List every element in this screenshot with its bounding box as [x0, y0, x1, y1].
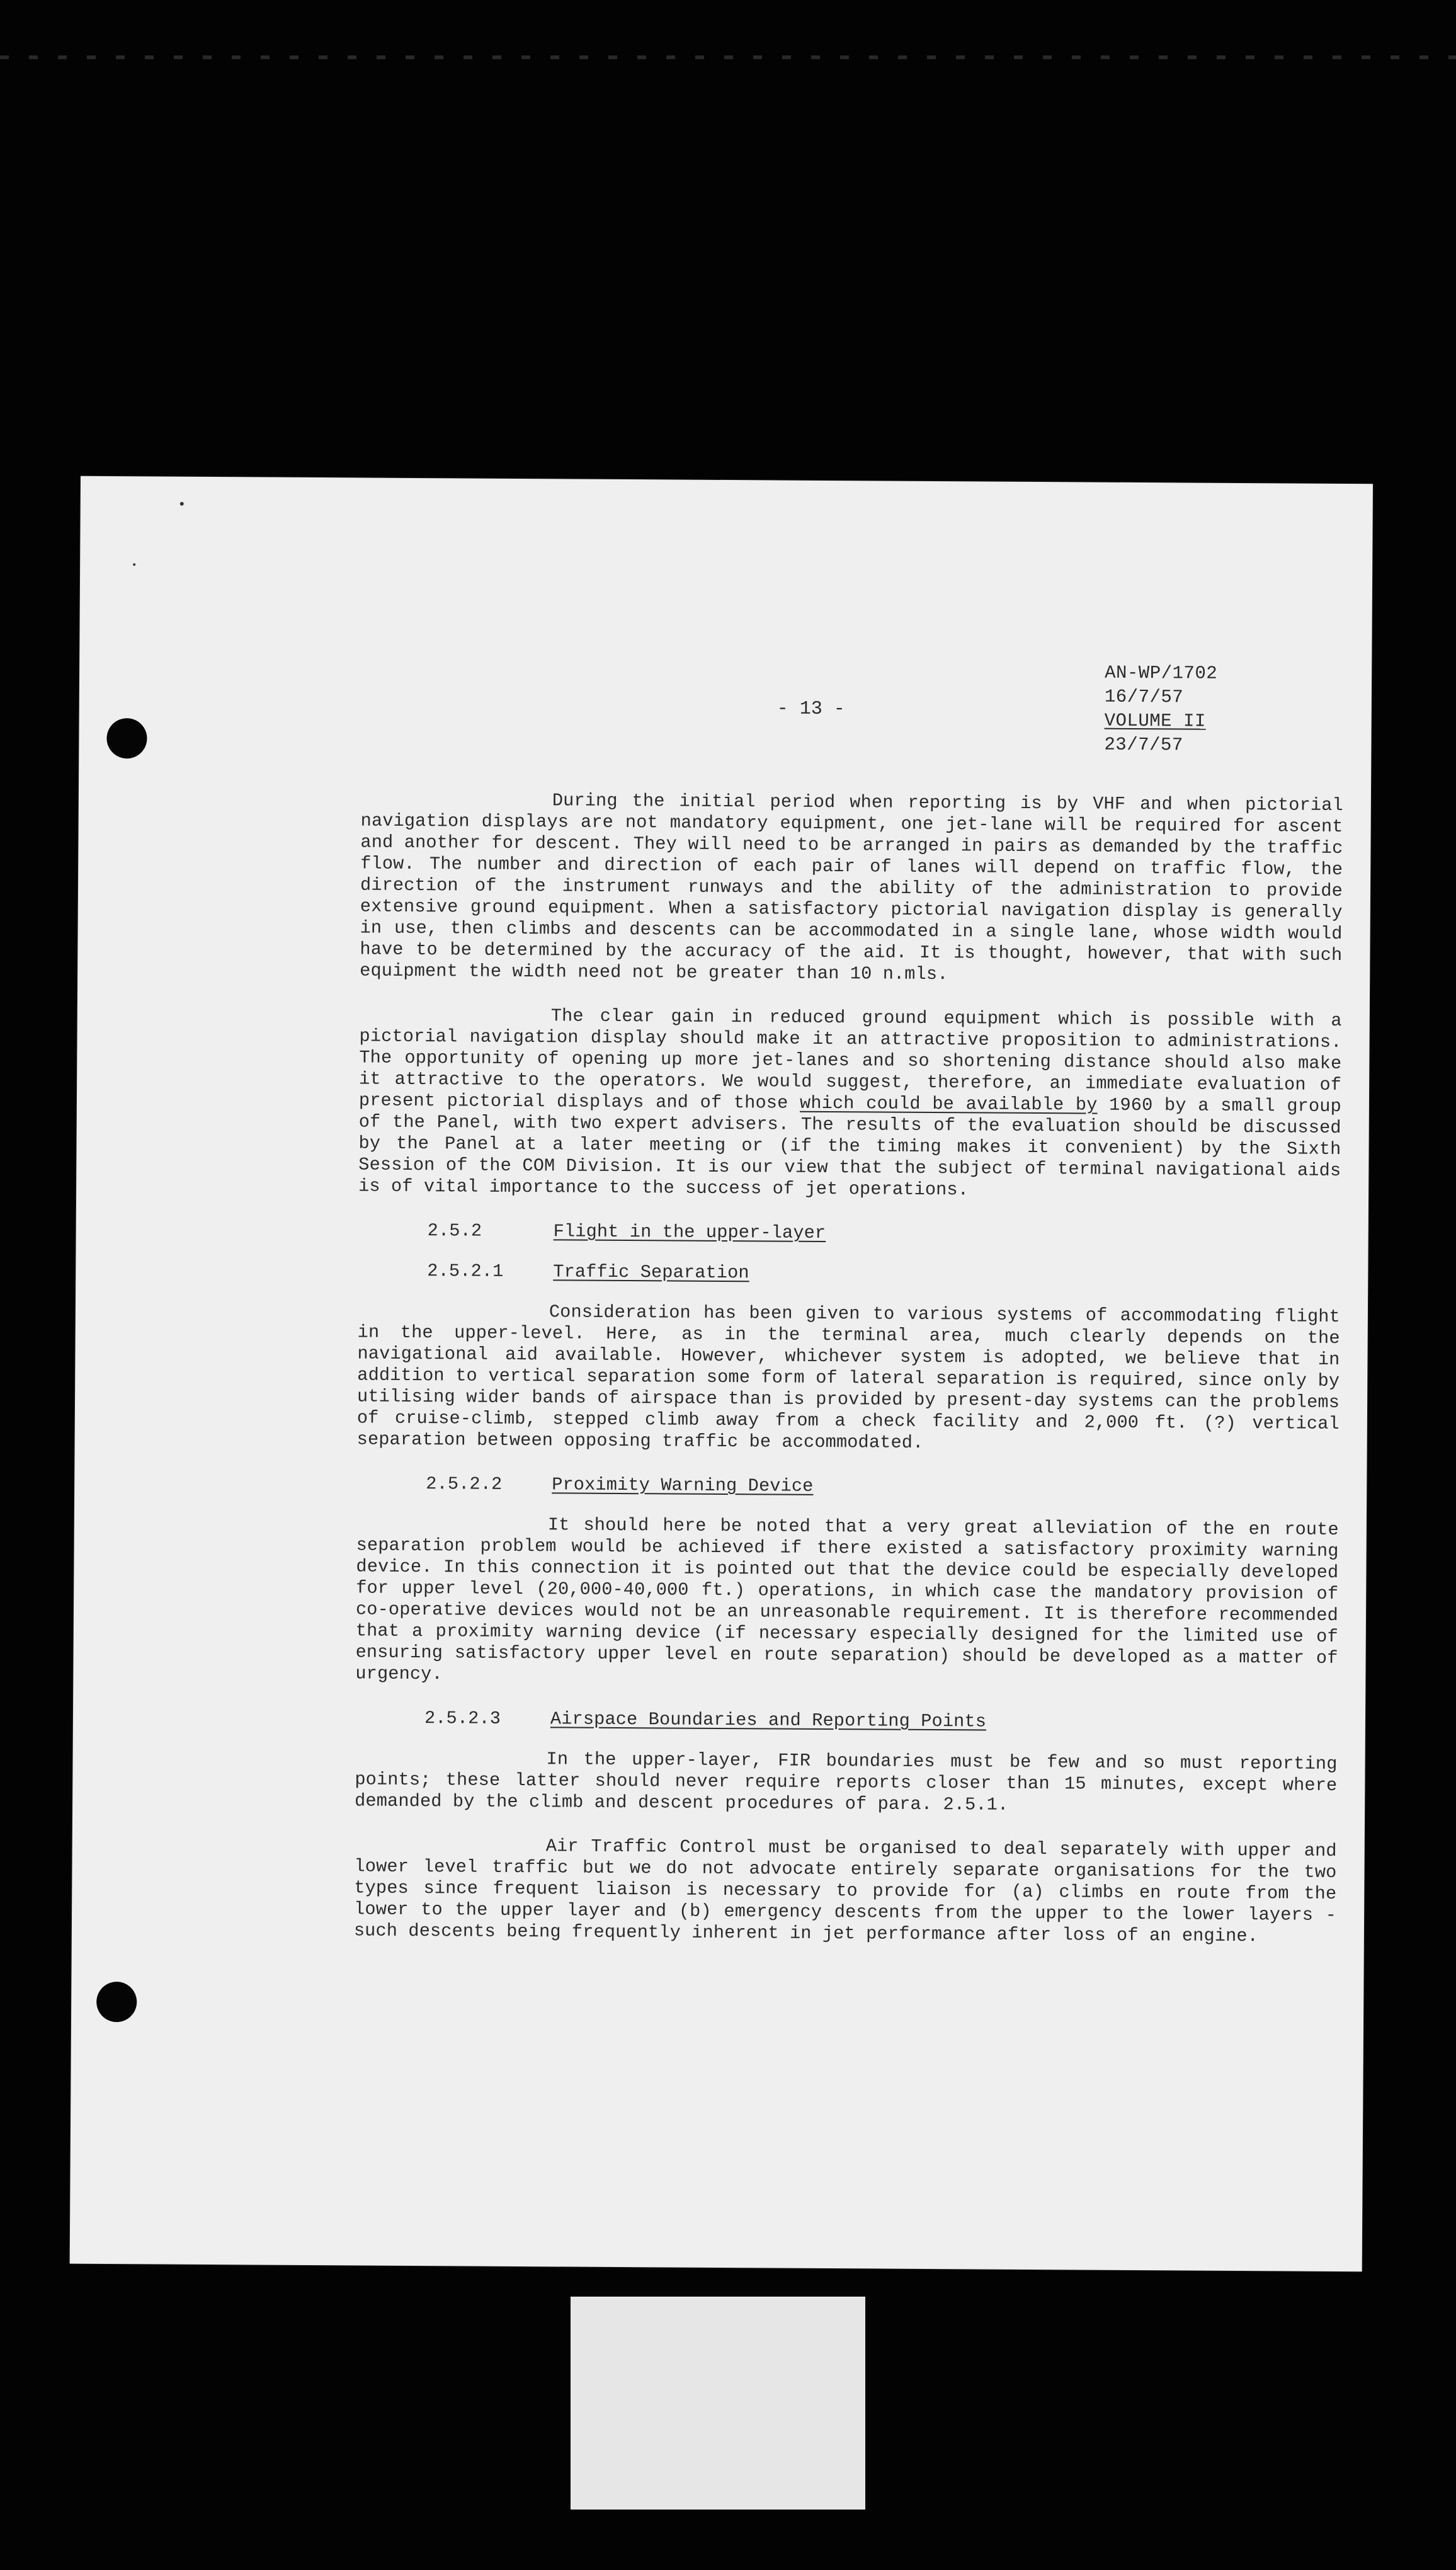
section-heading [424, 1708, 1338, 1735]
paragraph-proximity-warning: It should here be noted that a very great alleviation of the en route separation problem would be achieved if there existed a satisfactory proximity warning device. In this connection it is pointed out that the device could be especially developed for upper level (20,000-40,000 ft.) operations, in which case the mandatory provision of co-operative devices would not be an unreasonable requirement. It is therefore recommended that a proximity warning device (if necessary especially designed for the limited use of ensuring satisfactory upper level en route separation) should be developed as a matter of urgency. [355, 1514, 1339, 1685]
paragraph-air-traffic-control: Air Traffic Control must be organised to deal separately with upper and lower level traffic but we do not advocate entirely separate organisations for the two types since frequent liaison is necessary to provide for (a) climbs en route from the lower to the upper layer and (b) emergency descents from the upper to the lower layers - such descents being frequently inherent in jet performance after loss of an engine. [353, 1836, 1337, 1947]
paragraph-initial-period: During the initial period when reporting is by VHF and when pictorial navigation displays are not mandatory equipment, one jet-lane will be required for ascent and another for descent. They will need to be arranged in pairs as demanded by the traffic flow. The number and direction of each pair of lanes will depend on traffic flow, the direction of the instrument runways and the ability of the administration to provide extensive ground equipment. When a satisfactory pictorial navigation display is generally in use, then climbs and descents can be accommodated in a single lane, whose width would have to be determined by the accuracy of the aid. It is thought, however, that with such equipment the width need not be greater than 10 n.mls. [360, 790, 1343, 985]
document-reference [1104, 661, 1217, 758]
paragraph-text: The clear gain in reduced ground equipment which is possible with a pictorial navigation display should make it an attractive proposition to administrations. The opportunity of opening up more jet-lanes and so shortening distance should also make it attractive to the operators. We would suggest, therefore, an immediate evaluation of present pictorial displays and of those [358, 1005, 1342, 1114]
target-card [571, 2297, 865, 2510]
section-title: Airspace Boundaries and Reporting Points [550, 1708, 987, 1732]
section-heading [427, 1260, 1340, 1288]
section-number: 2.5.2.1 [427, 1260, 504, 1282]
section-title: Flight in the upper-layer [553, 1221, 826, 1243]
section-heading [428, 1220, 1341, 1247]
section-title: Proximity Warning Device [552, 1474, 814, 1497]
paragraph-ground-equipment [358, 1004, 1342, 1203]
paragraph-text: 1960 by a small group of the Panel, with two expert advisers. The results of the evaluation should be discussed by the Panel at a later meeting or (if the timing makes it convenient) by the Sixth Session of the COM Division. It is our view that the subject of terminal navigational aids is of vital importance to the success of jet operations. [358, 1094, 1342, 1201]
paragraph-airspace-boundaries: In the upper-layer, FIR boundaries must be few and so must reporting points; these latter should never require reports closer than 15 minutes, except where demanded by the climb and descent procedures of para. 2.5.1. [355, 1749, 1338, 1815]
page-number: - 13 - [776, 698, 845, 721]
document-body [354, 789, 1343, 1947]
ref-revision-date: 23/7/57 [1104, 734, 1183, 756]
punch-hole-top [106, 718, 147, 758]
film-edge-marks [0, 55, 1456, 59]
ref-code: AN-WP/1702 [1105, 662, 1218, 684]
section-heading [426, 1473, 1339, 1500]
dust-speck [133, 563, 135, 566]
section-number: 2.5.2.2 [426, 1473, 503, 1495]
dust-speck [180, 502, 184, 506]
ref-date: 16/7/57 [1104, 686, 1184, 708]
document-page [70, 476, 1373, 2271]
section-number: 2.5.2.3 [424, 1708, 501, 1729]
punch-hole-bottom [96, 1982, 137, 2022]
underlined-phrase: which could be available by [799, 1092, 1098, 1116]
paragraph-traffic-separation: Consideration has been given to various systems of accommodating flight in the upper-level. Here, as in the terminal area, much clearly depends on the navigational aid available. However, whichever system is adopted, we believe that in addition to vertical separation some form of lateral separation is required, since only by utilising wider bands of airspace than is provided by present-day systems can the problems of cruise-climb, stepped climb away from a check facility and 2,000 ft. (?) vertical separation between opposing traffic be accommodated. [356, 1301, 1341, 1453]
section-number: 2.5.2 [427, 1220, 482, 1242]
section-title: Traffic Separation [553, 1261, 749, 1284]
ref-volume: VOLUME II [1104, 710, 1206, 732]
